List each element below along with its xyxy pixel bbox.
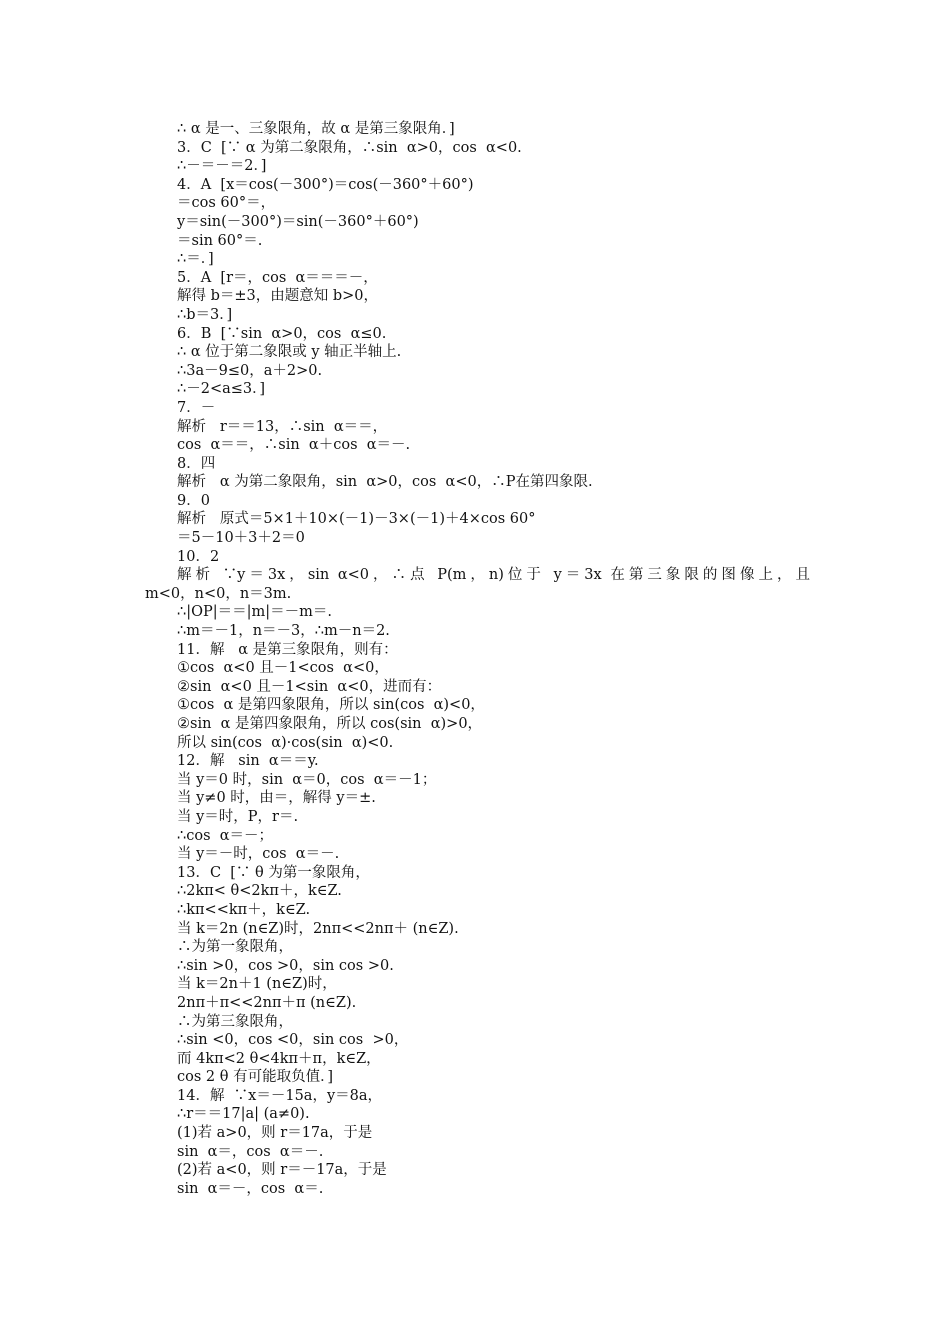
text-line: 解得 b＝±3，由题意知 b>0， [177,288,379,305]
text-line: ∴－2<a≤3．] [177,381,266,398]
text-line: ∴2kπ< θ<2kπ＋，k∈Z. [177,883,342,900]
text-line: ∴|OP|＝＝|m|＝－m＝. [177,604,333,621]
text-line: 3．C [∵ α 为第二象限角，∴sin α>0，cos α<0. [177,139,522,156]
text-line: ∴ α 位于第二象限或 y 轴正半轴上. [177,344,402,361]
text-line: ∴sin >0，cos >0，sin cos >0. [177,957,394,974]
text-line: 9．0 [177,492,210,509]
text-line: cos α＝＝，∴sin α＋cos α＝－. [177,437,411,454]
text-line: 12．解 sin α＝＝y. [177,753,319,770]
text-line: ∴b＝3．] [177,306,233,323]
text-line: ∴m＝－1，n＝－3，∴m－n＝2. [177,623,390,640]
text-line: ∴为第一象限角， [177,939,293,956]
text-line: ①cos α<0 且－1<cos α<0， [177,660,389,677]
text-line: 当 y＝－时，cos α＝－. [177,846,340,863]
text-line: 当 y＝时，P，r＝. [177,808,299,825]
text-line: ∴＝．] [177,251,214,268]
text-line: 2nπ＋π<<2nπ＋π (n∈Z). [177,994,357,1011]
text-line: 解析 α 为第二象限角，sin α>0，cos α<0，∴P在第四象限. [177,474,593,491]
text-line: 14．解 ∵x＝－15a，y＝8a， [177,1087,383,1104]
text-line: sin α＝－，cos α＝. [177,1180,324,1197]
text-line: ∴为第三象限角， [177,1013,293,1030]
text-line: 解析 r＝＝13，∴sin α＝＝， [177,418,388,435]
text-line: 4．A [x＝cos(－300°)＝cos(－360°＋60°) [177,176,474,193]
text-line: ∴sin <0，cos <0，sin cos >0， [177,1032,409,1049]
text-line: ∴kπ<<kπ＋，k∈Z. [177,901,311,918]
text-line: y＝sin(－300°)＝sin(－360°＋60°) [177,213,419,230]
text-line: ②sin α<0 且－1<sin α<0，进而有： [177,678,442,695]
text-line: 11．解 α 是第三象限角，则有： [177,641,398,658]
text-line: 6．B [∵sin α>0，cos α≤0. [177,325,387,342]
text-line: 当 k＝2n (n∈Z)时，2nπ<<2nπ＋ (n∈Z). [177,920,459,937]
text-line: ＝5－10＋3＋2＝0 [177,530,305,547]
text-line: 8．四 [177,455,216,472]
text-line: ∴r＝＝17|a| (a≠0). [177,1106,310,1123]
text-line: ①cos α 是第四象限角，所以 sin(cos α)<0， [177,697,485,714]
text-line: 7．－ [177,399,216,416]
text-line: 所以 sin(cos α)·cos(sin α)<0. [177,734,394,751]
text-line: ＝cos 60°＝， [177,195,276,212]
text-line: cos 2 θ 有可能取负值．] [177,1069,333,1086]
text-line: ∴－＝－＝2．] [177,158,267,175]
text-line: 当 y＝0 时，sin α＝0，cos α＝－1； [177,771,437,788]
text-line: 13．C [∵ θ 为第一象限角， [177,864,370,881]
text-line: 解析 ∵y＝3x，sin α<0，∴点 P(m，n)位于 y＝3x 在第三象限的图像上，且 [177,567,810,584]
text-line: ∴cos α＝－； [177,827,274,844]
text-line: 当 k＝2n＋1 (n∈Z)时， [177,976,337,993]
text-line: ∴3a－9≤0，a＋2>0. [177,362,323,379]
text-line: ＝sin 60°＝. [177,232,263,249]
text-line: (1)若 a>0，则 r＝17a，于是 [177,1125,373,1142]
text-line: ②sin α 是第四象限角，所以 cos(sin α)>0， [177,716,483,732]
text-line: sin α＝，cos α＝－. [177,1143,324,1160]
text-line: 解析 原式＝5×1＋10×(－1)－3×(－1)＋4×cos 60° [177,511,536,528]
text-line: 10．2 [177,548,220,565]
text-line: 而 4kπ<2 θ<4kπ＋π，k∈Z， [177,1050,381,1067]
text-line: m<0，n<0，n＝3m. [145,585,292,602]
text-line: (2)若 a<0，则 r＝－17a，于是 [177,1162,387,1179]
text-line: ∴ α 是一、三象限角，故 α 是第三象限角．] [177,121,455,137]
text-line: 5．A [r＝，cos α＝＝＝－， [177,269,378,286]
solution-text [0,120,950,1198]
text-line: 当 y≠0 时，由＝，解得 y＝±. [177,790,376,807]
